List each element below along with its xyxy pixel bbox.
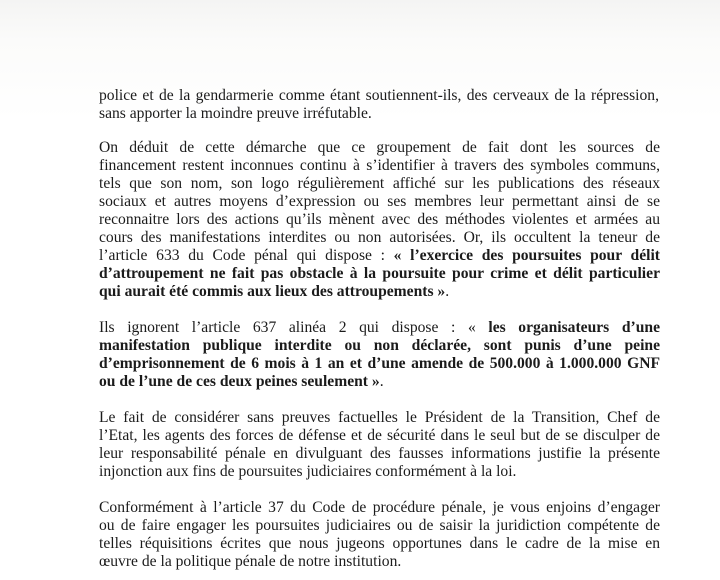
text-line: [99, 552, 401, 572]
text-line: [99, 426, 660, 446]
text-line: [99, 86, 659, 106]
bold-text-run: manifestation publique interdite ou non déclarée, sont punis d’une peine: [99, 337, 660, 354]
text-line: [99, 534, 660, 554]
text-line: [99, 444, 660, 464]
text-run: l’article 633 du Code pénal qui dispose :: [99, 247, 394, 264]
text-run: police et de la gendarmerie comme étant soutiennent-ils, des cerveaux de la répression,: [99, 87, 659, 104]
text-line: [99, 192, 660, 212]
bold-text-run: d’emprisonnement de 6 mois à 1 an et d’une amende de 500.000 à 1.000.000 GNF: [99, 355, 660, 372]
text-line: [99, 228, 660, 248]
bold-text-run: ou de l’une de ces deux peines seulement »: [99, 373, 380, 390]
text-line: [99, 336, 660, 356]
text-line: [99, 104, 372, 124]
text-line: [99, 354, 660, 374]
text-run: sociaux et autres moyens d’expression ou ses membres leur permettant ainsi de se: [99, 193, 660, 210]
text-run: reconnaitre lors des actions qu’ils mènent avec des méthodes violentes et armées au: [99, 211, 660, 228]
text-run: financement restent inconnues continu à s’identifier à travers des symboles communs,: [99, 157, 660, 174]
text-line: [99, 174, 660, 194]
text-run: Ils ignorent l’article 637 alinéa 2 qui dispose : «: [99, 319, 489, 336]
text-run: tels que son nom, son logo régulièrement affiché sur les publications des réseaux: [99, 175, 660, 192]
text-line: [99, 516, 660, 536]
text-line: [99, 246, 660, 266]
text-line: [99, 282, 449, 302]
text-run: Le fait de considérer sans preuves factuelles le Président de la Transition, Chef de: [99, 409, 660, 426]
text-run: leur responsabilité pénale en divulguant des fausses informations justifie la présente: [99, 445, 660, 462]
text-line: [99, 372, 384, 392]
text-line: [99, 462, 516, 482]
text-line: [99, 138, 660, 158]
text-run: .: [445, 283, 450, 300]
text-run: On déduit de cette démarche que ce groupement de fait dont les sources de: [99, 139, 660, 156]
text-run: cours des manifestations interdites ou non autorisées. Or, ils occultent la teneur de: [99, 229, 660, 246]
text-run: œuvre de la politique pénale de notre institution.: [99, 553, 402, 570]
text-run: Conformément à l’article 37 du Code de procédure pénale, je vous enjoins d’engager: [99, 499, 660, 516]
bold-text-run: « l’exercice des poursuites pour délit: [393, 247, 660, 264]
text-run: injonction aux fins de poursuites judiciaires conformément à la loi.: [99, 463, 517, 480]
bold-text-run: qui aurait été commis aux lieux des attroupements »: [99, 283, 446, 300]
text-run: l’Etat, les agents des forces de défense et de sécurité dans le seul but de se disculper de: [99, 427, 660, 444]
text-line: [99, 210, 660, 230]
text-line: [99, 318, 660, 338]
bold-text-run: d’attroupement ne fait pas obstacle à la poursuite pour crime et délit particulier: [99, 265, 660, 282]
text-run: ou de faire engager les poursuites judiciaires ou de saisir la juridiction compétente de: [99, 517, 660, 534]
text-line: [99, 408, 660, 428]
bold-text-run: les organisateurs d’une: [488, 319, 660, 336]
text-line: [99, 498, 660, 518]
text-run: .: [379, 373, 384, 390]
text-run: sans apporter la moindre preuve irréfutable.: [99, 105, 372, 122]
text-line: [99, 264, 660, 284]
text-line: [99, 156, 660, 176]
text-run: telles réquisitions écrites que nous jugeons opportunes dans le cadre de la mise en: [99, 535, 660, 552]
